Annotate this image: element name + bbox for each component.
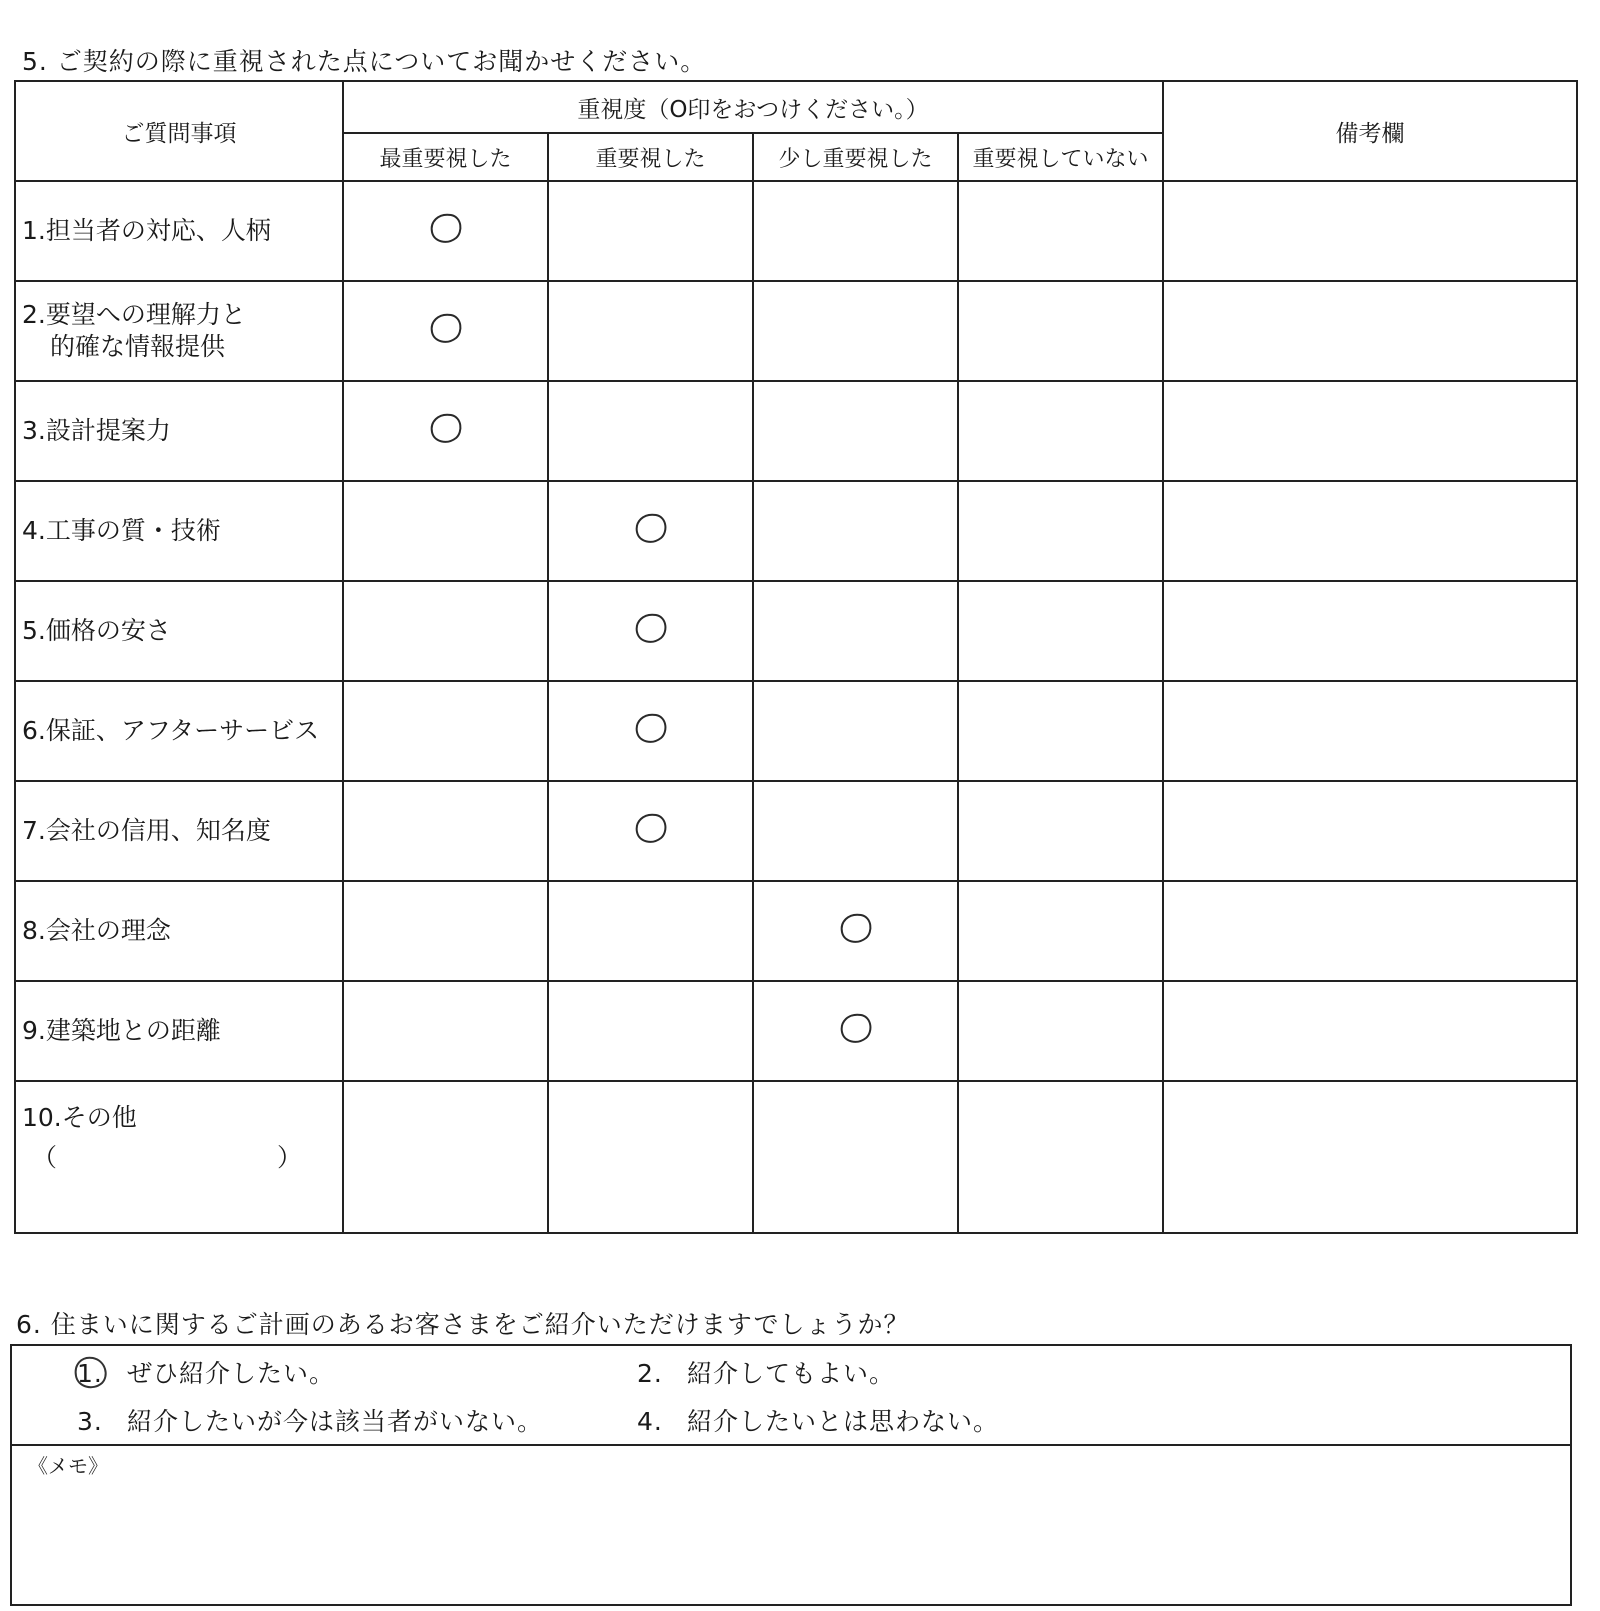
question-label: 9.建築地との距離: [15, 981, 343, 1081]
hand-drawn-circle-mark: [427, 212, 465, 246]
level-cell[interactable]: [958, 981, 1163, 1081]
other-fill-in[interactable]: （ ）: [32, 1143, 302, 1172]
level-header-somewhat-important: 少し重要視した: [753, 133, 958, 181]
level-cell[interactable]: [958, 481, 1163, 581]
level-cell[interactable]: [753, 381, 958, 481]
hand-drawn-circle-mark: [632, 512, 670, 546]
level-cell[interactable]: [958, 281, 1163, 381]
level-header-most-important: 最重要視した: [343, 133, 548, 181]
level-cell[interactable]: [753, 881, 958, 981]
level-cell[interactable]: [548, 881, 753, 981]
remarks-column-header: 備考欄: [1163, 81, 1577, 181]
hand-drawn-circle-mark: [427, 312, 465, 346]
level-cell[interactable]: [958, 381, 1163, 481]
option-number: 1.: [77, 1359, 127, 1388]
level-cell[interactable]: [753, 181, 958, 281]
importance-table: [14, 80, 1578, 1234]
level-cell[interactable]: [343, 181, 548, 281]
remarks-cell[interactable]: [1163, 1081, 1577, 1233]
remarks-cell[interactable]: [1163, 881, 1577, 981]
question-label: 7.会社の信用、知名度: [15, 781, 343, 881]
table-row: [15, 981, 1577, 1081]
hand-drawn-circle-mark: [427, 412, 465, 446]
level-cell[interactable]: [548, 581, 753, 681]
level-cell[interactable]: [343, 481, 548, 581]
level-cell[interactable]: [958, 681, 1163, 781]
remarks-cell[interactable]: [1163, 381, 1577, 481]
level-cell[interactable]: [958, 781, 1163, 881]
level-cell[interactable]: [548, 381, 753, 481]
level-cell[interactable]: [753, 781, 958, 881]
referral-option-3[interactable]: 3. 紹介したいが今は該当者がいない。: [77, 1407, 544, 1436]
level-cell[interactable]: [753, 981, 958, 1081]
question-label: 5.価格の安さ: [15, 581, 343, 681]
level-cell[interactable]: [548, 281, 753, 381]
level-cell[interactable]: [343, 281, 548, 381]
question-label: 3.設計提案力: [15, 381, 343, 481]
remarks-cell[interactable]: [1163, 481, 1577, 581]
remarks-cell[interactable]: [1163, 781, 1577, 881]
level-header-important: 重要視した: [548, 133, 753, 181]
level-cell[interactable]: [343, 981, 548, 1081]
level-cell[interactable]: [343, 381, 548, 481]
table-row: [15, 481, 1577, 581]
table-row: [15, 881, 1577, 981]
memo-label: 《メモ》: [28, 1454, 108, 1478]
hand-drawn-circle-mark: [632, 712, 670, 746]
remarks-cell[interactable]: [1163, 581, 1577, 681]
level-cell[interactable]: [548, 481, 753, 581]
hand-drawn-circle-mark: [632, 812, 670, 846]
level-cell[interactable]: [753, 681, 958, 781]
level-cell[interactable]: [958, 881, 1163, 981]
table-row: [15, 681, 1577, 781]
hand-drawn-circle-mark: [632, 612, 670, 646]
question-label: 6.保証、アフターサービス: [15, 681, 343, 781]
hand-drawn-circle-icon: [71, 1355, 111, 1393]
question-label: 8.会社の理念: [15, 881, 343, 981]
level-cell[interactable]: [548, 981, 753, 1081]
level-cell[interactable]: [753, 581, 958, 681]
option-number: 4.: [637, 1407, 663, 1436]
referral-options: [12, 1346, 1570, 1446]
level-cell[interactable]: [548, 1081, 753, 1233]
question-label: 10.その他 （ ）: [15, 1081, 343, 1233]
remarks-cell[interactable]: [1163, 181, 1577, 281]
question-label: 2.要望への理解力と 的確な情報提供: [15, 281, 343, 381]
option-number: 2.: [637, 1359, 663, 1388]
level-cell[interactable]: [958, 1081, 1163, 1233]
level-cell[interactable]: [343, 881, 548, 981]
question-label: 1.担当者の対応、人柄: [15, 181, 343, 281]
question-6-title: 6. 住まいに関するご計画のあるお客さまをご紹介いただけますでしょうか？: [16, 1310, 910, 1339]
question-5-title: 5. ご契約の際に重視された点についてお聞かせください。: [22, 47, 707, 76]
level-cell[interactable]: [343, 1081, 548, 1233]
level-cell[interactable]: [548, 681, 753, 781]
table-row: [15, 581, 1577, 681]
remarks-cell[interactable]: [1163, 681, 1577, 781]
referral-option-4[interactable]: 4. 紹介したいとは思わない。: [637, 1407, 1000, 1436]
level-cell[interactable]: [958, 181, 1163, 281]
table-row: [15, 1081, 1577, 1233]
question-label: 4.工事の質・技術: [15, 481, 343, 581]
level-header-not-important: 重要視していない: [958, 133, 1163, 181]
level-cell[interactable]: [958, 581, 1163, 681]
table-row: [15, 781, 1577, 881]
importance-group-header: 重視度（O印をおつけください。）: [343, 81, 1163, 133]
table-row: [15, 181, 1577, 281]
level-cell[interactable]: [343, 581, 548, 681]
referral-box: [10, 1344, 1572, 1606]
option-number: 3.: [77, 1407, 103, 1436]
level-cell[interactable]: [343, 681, 548, 781]
level-cell[interactable]: [548, 181, 753, 281]
table-row: [15, 281, 1577, 381]
level-cell[interactable]: [343, 781, 548, 881]
referral-option-2[interactable]: 2. 紹介してもよい。: [637, 1359, 896, 1388]
level-cell[interactable]: [548, 781, 753, 881]
remarks-cell[interactable]: [1163, 281, 1577, 381]
level-cell[interactable]: [753, 281, 958, 381]
table-row: [15, 381, 1577, 481]
remarks-cell[interactable]: [1163, 981, 1577, 1081]
referral-option-1[interactable]: 1. ぜひ紹介したい。: [77, 1354, 335, 1390]
level-cell[interactable]: [753, 481, 958, 581]
hand-drawn-circle-mark: [837, 912, 875, 946]
hand-drawn-circle-mark: [837, 1012, 875, 1046]
question-column-header: ご質問事項: [15, 81, 343, 181]
level-cell[interactable]: [753, 1081, 958, 1233]
